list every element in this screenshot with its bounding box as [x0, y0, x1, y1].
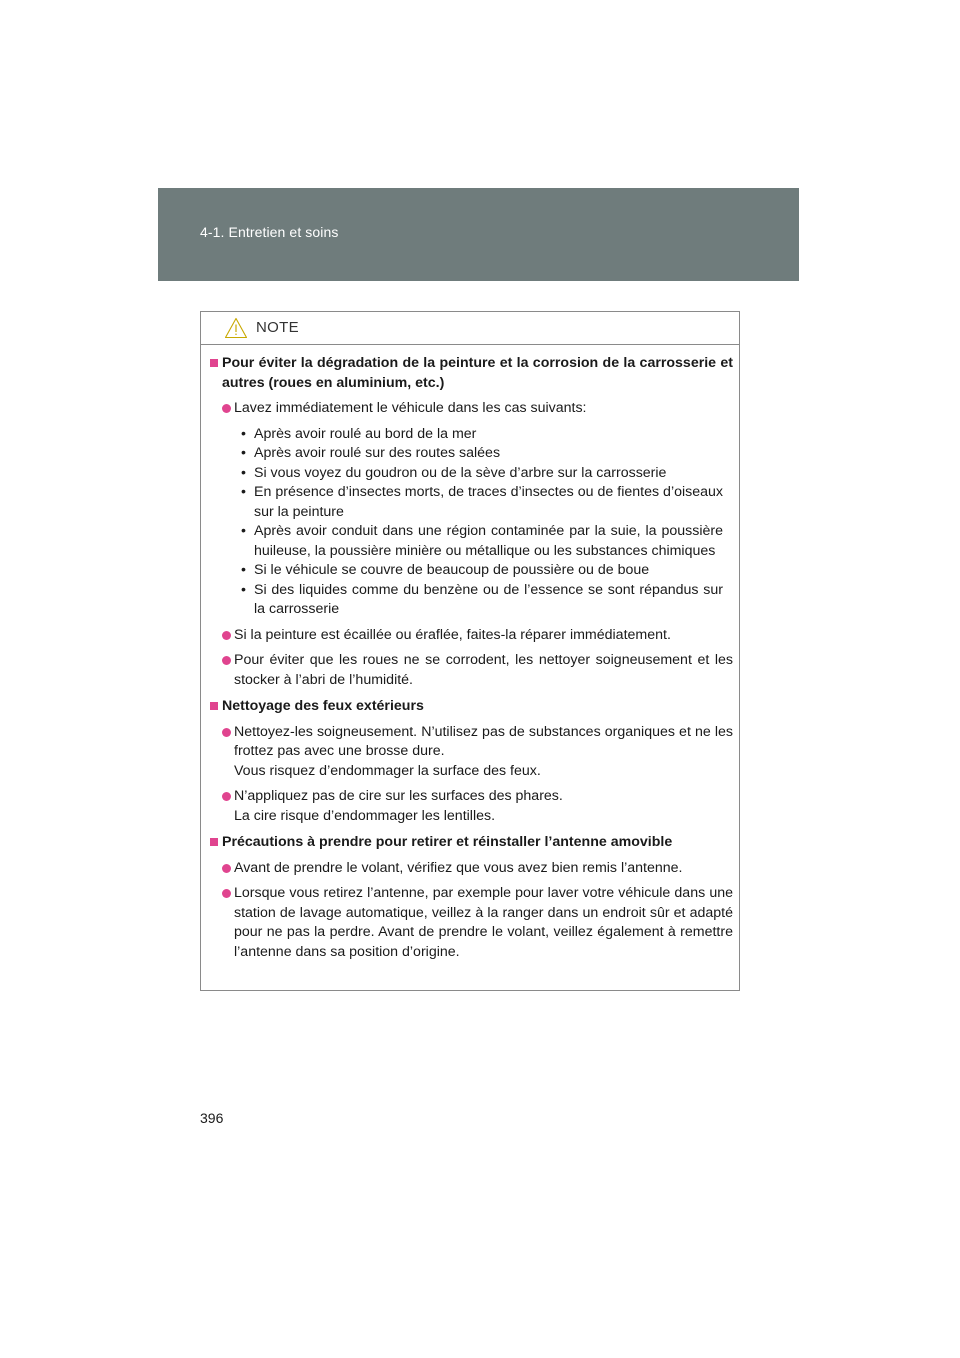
section-heading: Nettoyage des feux extérieurs — [222, 698, 424, 714]
item-text: Avant de prendre le volant, vérifiez que vous avez bien remis l’antenne. — [234, 859, 683, 876]
sub-item-text: Si des liquides comme du benzène ou de l’essence se sont répandus sur la carrosserie — [254, 581, 723, 617]
sub-list-item — [234, 444, 733, 464]
section-header-band — [158, 188, 799, 281]
list-item — [222, 399, 733, 620]
small-dot-icon: • — [241, 445, 246, 461]
sub-list-item — [234, 425, 733, 445]
note-section — [210, 697, 733, 826]
circle-bullet-icon — [222, 864, 231, 873]
list-item — [222, 723, 733, 782]
page-number: 396 — [200, 1110, 224, 1126]
item-text: Lavez immédiatement le véhicule dans les cas suivants: — [234, 400, 587, 416]
small-dot-icon: • — [241, 562, 246, 578]
section-heading: Précautions à prendre pour retirer et réinstaller l’antenne amovible — [222, 834, 673, 850]
item-text: Si la peinture est écaillée ou éraflée, faites-la réparer immédiatement. — [234, 626, 671, 643]
warning-triangle-icon — [224, 317, 248, 339]
circle-bullet-icon — [222, 656, 231, 665]
square-bullet-icon — [210, 359, 218, 367]
item-text: Pour éviter que les roues ne se corrodent, les nettoyer soigneusement et les stocker à l’abri de l’humidité. — [234, 652, 733, 688]
list-item — [222, 626, 733, 646]
list-item — [222, 884, 733, 962]
small-dot-icon: • — [241, 581, 246, 598]
sub-item-text: Si le véhicule se couvre de beaucoup de poussière ou de boue — [254, 562, 650, 578]
sub-item-text: En présence d’insectes morts, de traces d’insectes ou de fientes d’oiseaux sur la peinture — [254, 484, 723, 520]
sub-list-item — [234, 483, 733, 522]
sub-list-item — [234, 464, 733, 484]
sub-list-item — [234, 561, 733, 581]
note-header — [201, 312, 739, 345]
section-title: 4-1. Entretien et soins — [200, 224, 339, 240]
small-dot-icon: • — [241, 484, 246, 500]
list-item — [222, 651, 733, 690]
sub-item-text: Après avoir conduit dans une région contaminée par la suie, la poussière huileuse, la poussière minière ou métallique ou les substances chimiques — [254, 523, 723, 559]
small-dot-icon: • — [241, 523, 246, 539]
sub-list-item — [234, 581, 733, 620]
sub-item-text: Après avoir roulé au bord de la mer — [254, 425, 477, 442]
circle-bullet-icon — [222, 728, 231, 737]
note-body — [201, 345, 739, 962]
sub-item-text: Après avoir roulé sur des routes salées — [254, 445, 501, 461]
note-section — [210, 354, 733, 690]
square-bullet-icon — [210, 838, 218, 846]
sub-item-text: Si vous voyez du goudron ou de la sève d’arbre sur la carrosserie — [254, 464, 667, 481]
small-dot-icon: • — [241, 464, 246, 481]
sub-list-item — [234, 522, 733, 561]
small-dot-icon: • — [241, 425, 246, 442]
note-title: NOTE — [256, 319, 299, 336]
note-box — [200, 311, 740, 991]
circle-bullet-icon — [222, 631, 231, 640]
square-bullet-icon — [210, 702, 218, 710]
item-text: Lorsque vous retirez l’antenne, par exemple pour laver votre véhicule dans une station de lavage automatique, veillez à la ranger dans un endroit sûr et adapté pour ne pas la perdre. Avant de prendre le volant, veillez également à remettre l’antenne dans sa position d’origine. — [234, 885, 733, 960]
note-section — [210, 833, 733, 962]
item-text: Vous risquez d’endommager la surface des feux. — [234, 762, 541, 779]
list-item — [222, 787, 733, 826]
circle-bullet-icon — [222, 404, 231, 413]
item-text: La cire risque d’endommager les lentilles. — [234, 807, 496, 824]
sub-list — [234, 425, 733, 620]
circle-bullet-icon — [222, 889, 231, 898]
item-text: N’appliquez pas de cire sur les surfaces des phares. — [234, 788, 563, 804]
item-text: Nettoyez-les soigneusement. N’utilisez pas de substances organiques et ne les frottez pas avec une brosse dure. — [234, 723, 733, 759]
list-item — [222, 859, 733, 879]
section-heading: Pour éviter la dégradation de la peinture et la corrosion de la carrosserie et autres (roues en aluminium, etc.) — [222, 355, 733, 391]
circle-bullet-icon — [222, 792, 231, 801]
